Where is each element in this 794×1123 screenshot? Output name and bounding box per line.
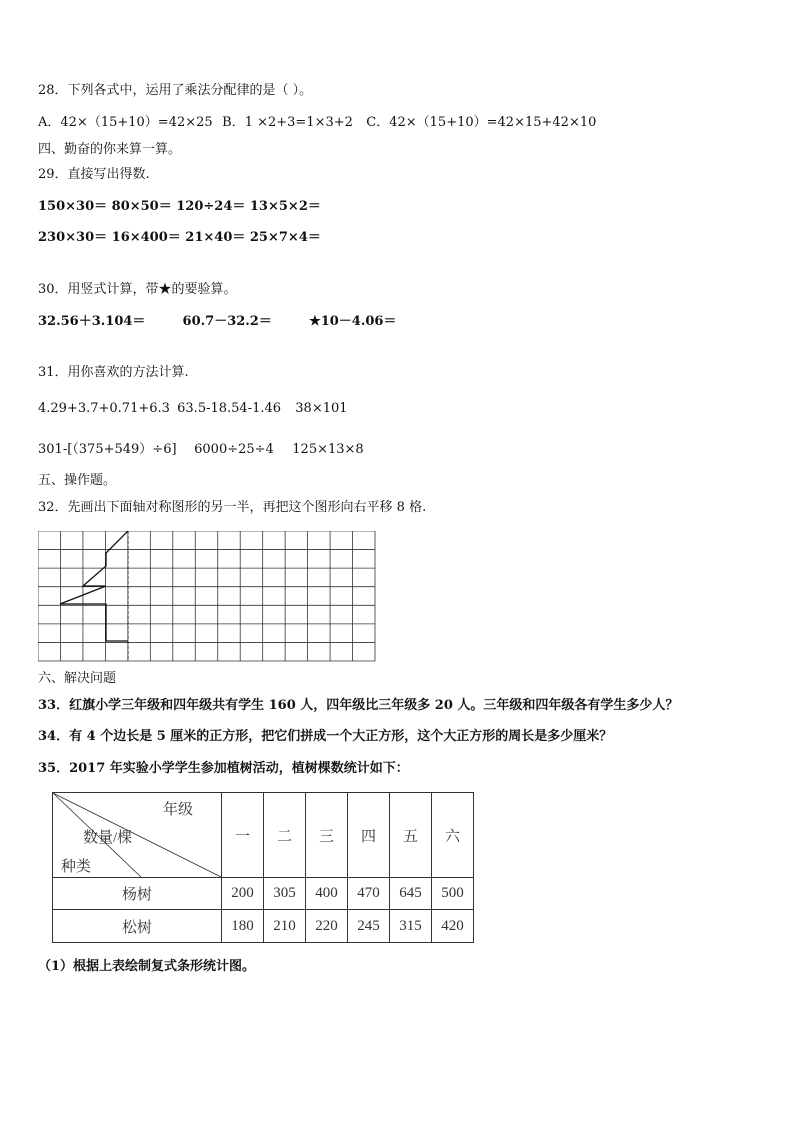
q35-subquestion-1: （1）根据上表绘制复式条形统计图。 bbox=[38, 959, 256, 974]
table-header-row bbox=[53, 793, 474, 878]
q31-row2-item-3: 125×13×8 bbox=[292, 442, 364, 457]
q31-row-1 bbox=[38, 400, 348, 418]
header-type-label: 种类 bbox=[61, 859, 92, 875]
row-label-pine: 松树 bbox=[53, 910, 222, 943]
grade-header: 二 bbox=[264, 793, 306, 878]
table-diagonal-header bbox=[53, 793, 222, 878]
table-cell: 645 bbox=[390, 878, 432, 910]
table-cell: 305 bbox=[264, 878, 306, 910]
q30-item-1: 32.56＋3.104＝ bbox=[38, 314, 146, 329]
table-row bbox=[53, 878, 474, 910]
table-cell: 400 bbox=[306, 878, 348, 910]
table-cell: 420 bbox=[432, 910, 474, 943]
section-4-heading: 四、勤奋的你来算一算。 bbox=[38, 142, 182, 157]
section-6-heading: 六、解决问题 bbox=[38, 671, 117, 686]
table-cell: 315 bbox=[390, 910, 432, 943]
q29-stem: 29．直接写出得数. bbox=[38, 167, 150, 182]
q33-text: 33．红旗小学三年级和四年级共有学生 160 人，四年级比三年级多 20 人。三年级和四年级各有学生多少人？ bbox=[38, 698, 679, 713]
q31-stem: 31．用你喜欢的方法计算. bbox=[38, 365, 189, 380]
table-cell: 245 bbox=[348, 910, 390, 943]
table-cell: 470 bbox=[348, 878, 390, 910]
tree-planting-table bbox=[52, 792, 474, 943]
grade-header: 一 bbox=[222, 793, 264, 878]
row-label-poplar: 杨树 bbox=[53, 878, 222, 910]
q30-stem: 30．用竖式计算，带★的要验算。 bbox=[38, 282, 237, 297]
q32-stem: 32．先画出下面轴对称图形的另一半，再把这个图形向右平移 8 格. bbox=[38, 500, 427, 515]
q28-stem: 28．下列各式中，运用了乘法分配律的是（ ）。 bbox=[38, 83, 313, 98]
symmetry-grid bbox=[38, 531, 376, 662]
q30-item-3: ★10－4.06＝ bbox=[309, 314, 397, 329]
q31-row2-item-2: 6000÷25÷4 bbox=[194, 442, 274, 457]
grade-header: 五 bbox=[390, 793, 432, 878]
q31-row1-item-3: 38×101 bbox=[295, 401, 348, 416]
header-grade-label: 年级 bbox=[163, 802, 194, 818]
q30-items bbox=[38, 313, 396, 331]
grade-header: 三 bbox=[306, 793, 348, 878]
q30-item-2: 60.7－32.2＝ bbox=[182, 314, 272, 329]
grade-header: 六 bbox=[432, 793, 474, 878]
q35-stem: 35．2017 年实验小学学生参加植树活动，植树棵数统计如下： bbox=[38, 761, 409, 776]
table-cell: 500 bbox=[432, 878, 474, 910]
q31-row1-item-2: 63.5-18.54-1.46 bbox=[177, 401, 282, 416]
table-cell: 200 bbox=[222, 878, 264, 910]
q31-row1-item-1: 4.29+3.7+0.71+6.3 bbox=[38, 401, 170, 416]
q34-text: 34．有 4 个边长是 5 厘米的正方形，把它们拼成一个大正方形，这个大正方形的周长是多少厘米？ bbox=[38, 729, 613, 744]
q28-option-c: C．42×（15+10）=42×15+42×10 bbox=[366, 115, 597, 130]
grade-header: 四 bbox=[348, 793, 390, 878]
q31-row2-item-1: 301-[（375+549）÷6] bbox=[38, 442, 177, 457]
table-cell: 180 bbox=[222, 910, 264, 943]
table-cell: 220 bbox=[306, 910, 348, 943]
q29-row-1: 150×30＝ 80×50＝ 120÷24＝ 13×5×2＝ bbox=[38, 199, 321, 214]
table-cell: 210 bbox=[264, 910, 306, 943]
q31-row-2 bbox=[38, 441, 364, 459]
header-quantity-label: 数量/棵 bbox=[83, 830, 133, 846]
q28-option-a: A．42×（15+10）=42×25 bbox=[38, 115, 213, 130]
q29-row-2: 230×30＝ 16×400＝ 21×40＝ 25×7×4＝ bbox=[38, 230, 321, 245]
half-figure bbox=[60, 531, 128, 641]
q28-option-b: B．1 ×2+3=1×3+2 bbox=[222, 115, 353, 130]
table-row bbox=[53, 910, 474, 943]
section-5-heading: 五、操作题。 bbox=[38, 473, 117, 488]
q28-options bbox=[38, 114, 596, 132]
